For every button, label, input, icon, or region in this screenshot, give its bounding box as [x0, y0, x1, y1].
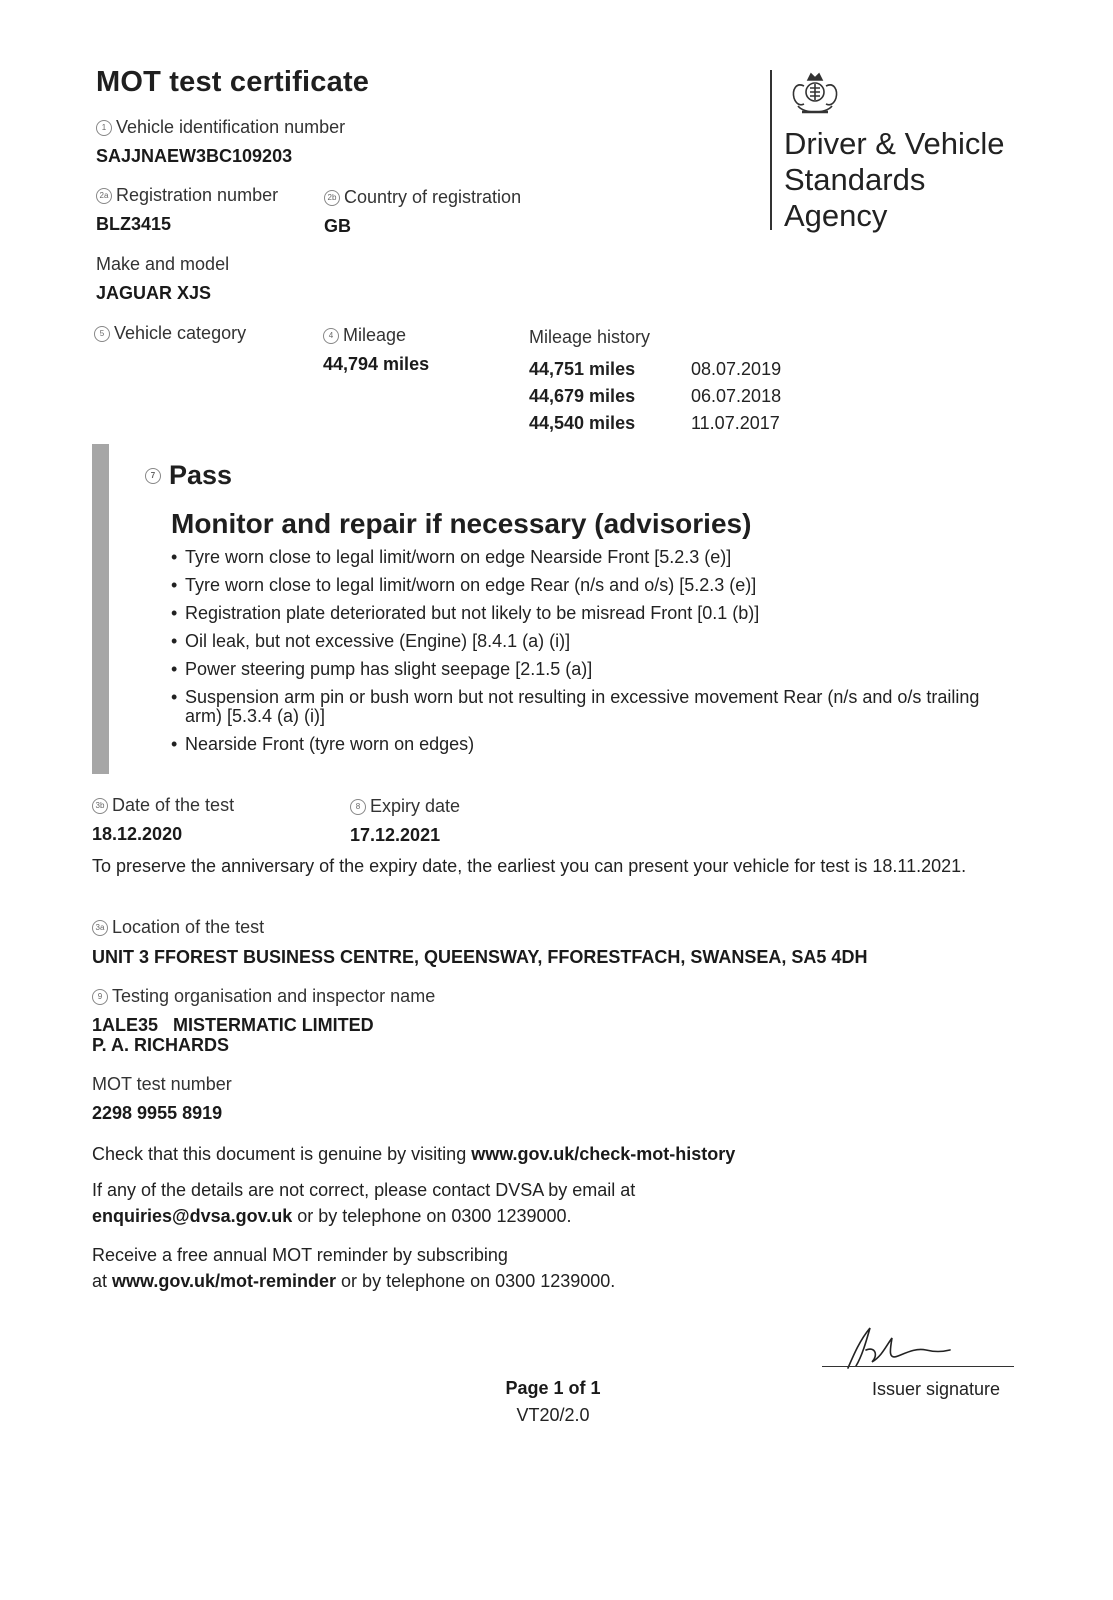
agency-divider — [770, 70, 772, 230]
registration-value: BLZ3415 — [96, 214, 172, 234]
form-code: VT20/2.0 — [516, 1405, 590, 1425]
royal-crest-icon — [784, 70, 846, 122]
reminder-text: Receive a free annual MOT reminder by subscribing at www.gov.uk/mot-reminder or by telephone on 0300 1239000. — [92, 1245, 616, 1291]
mot-number-label: MOT test number — [92, 1074, 232, 1094]
result-status-bar — [92, 444, 109, 774]
registration-label: 2a Registration number — [96, 185, 278, 206]
signature-label: Issuer signature — [872, 1379, 1001, 1399]
check-mot-history-link[interactable]: www.gov.uk/check-mot-history — [471, 1144, 736, 1164]
field-number-badge: 8 — [350, 799, 366, 815]
page-title: MOT test certificate — [96, 66, 370, 98]
inspector-name: P. A. RICHARDS — [92, 1035, 230, 1055]
list-item: • Tyre worn close to legal limit/worn on edge Nearside Front [5.2.3 (e)] — [171, 548, 1011, 567]
field-number-badge: 7 — [145, 468, 161, 484]
list-item: • Oil leak, but not excessive (Engine) [8.4.1 (a) (i)] — [171, 632, 1011, 651]
field-number-badge: 9 — [92, 989, 108, 1005]
list-item: • Nearside Front (tyre worn on edges) — [171, 735, 1011, 754]
advisories-heading: Monitor and repair if necessary (advisories) — [171, 508, 752, 539]
vin-label: 1 Vehicle identification number — [96, 117, 345, 138]
signature-line — [822, 1366, 1014, 1367]
anniversary-note: To preserve the anniversary of the expiry date, the earliest you can present your vehicle for test is 18.11.2021. — [92, 856, 967, 876]
make-model-label: Make and model — [96, 254, 230, 274]
mileage-history-row: 44,679 miles 06.07.2018 — [529, 386, 782, 406]
field-number-badge: 3a — [92, 920, 108, 936]
field-number-badge: 2a — [96, 188, 112, 204]
mileage-history-row: 44,751 miles 08.07.2019 — [529, 359, 782, 379]
page-number: Page 1 of 1 — [505, 1378, 601, 1398]
test-date-value: 18.12.2020 — [92, 824, 183, 844]
agency-name: Driver & Vehicle Standards Agency — [784, 126, 1005, 233]
make-model-value: JAGUAR XJS — [96, 283, 212, 303]
mileage-history-label: Mileage history — [529, 327, 651, 347]
expiry-date-label: 8 Expiry date — [350, 796, 460, 817]
field-number-badge: 5 — [94, 326, 110, 342]
mot-reminder-link[interactable]: www.gov.uk/mot-reminder — [112, 1271, 337, 1291]
country-value: GB — [324, 216, 351, 236]
mileage-label: 4 Mileage — [323, 325, 406, 346]
field-number-badge: 1 — [96, 120, 112, 136]
vehicle-category-label: 5 Vehicle category — [94, 323, 246, 344]
result-status: 7 Pass — [145, 460, 232, 491]
field-number-badge: 2b — [324, 190, 340, 206]
signature-mark — [826, 1316, 956, 1372]
location-label: 3a Location of the test — [92, 917, 264, 938]
list-item: • Tyre worn close to legal limit/worn on edge Rear (n/s and o/s) [5.2.3 (e)] — [171, 576, 1011, 595]
country-label: 2b Country of registration — [324, 187, 521, 208]
list-item: • Power steering pump has slight seepage [2.1.5 (a)] — [171, 660, 1011, 679]
contact-email-link[interactable]: enquiries@dvsa.gov.uk — [92, 1206, 293, 1226]
expiry-date-value: 17.12.2021 — [350, 825, 441, 845]
vin-value: SAJJNAEW3BC109203 — [96, 146, 293, 166]
field-number-badge: 3b — [92, 798, 108, 814]
mileage-value: 44,794 miles — [323, 354, 430, 374]
organisation-value: 1ALE35 MISTERMATIC LIMITED — [92, 1015, 374, 1035]
check-genuine-text: Check that this document is genuine by visiting www.gov.uk/check-mot-history — [92, 1144, 736, 1164]
list-item: • Registration plate deteriorated but not likely to be misread Front [0.1 (b)] — [171, 604, 1011, 623]
page-info — [470, 1378, 636, 1426]
organisation-label: 9 Testing organisation and inspector name — [92, 986, 435, 1007]
location-value: UNIT 3 FFOREST BUSINESS CENTRE, QUEENSWAY, FFORESTFACH, SWANSEA, SA5 4DH — [92, 947, 868, 967]
contact-text: If any of the details are not correct, please contact DVSA by email at enquiries@dvsa.gov.uk or by telephone on 0300 1239000. — [92, 1180, 636, 1226]
advisories-list — [171, 548, 1011, 763]
field-number-badge: 4 — [323, 328, 339, 344]
mot-number-value: 2298 9955 8919 — [92, 1103, 223, 1123]
mileage-history-row: 44,540 miles 11.07.2017 — [529, 413, 780, 433]
list-item: • Suspension arm pin or bush worn but not resulting in excessive movement Rear (n/s and o/s trailing arm) [5.3.4 (a) (i)] — [171, 688, 1011, 726]
mileage-history-list — [529, 356, 781, 437]
test-date-label: 3b Date of the test — [92, 795, 234, 816]
